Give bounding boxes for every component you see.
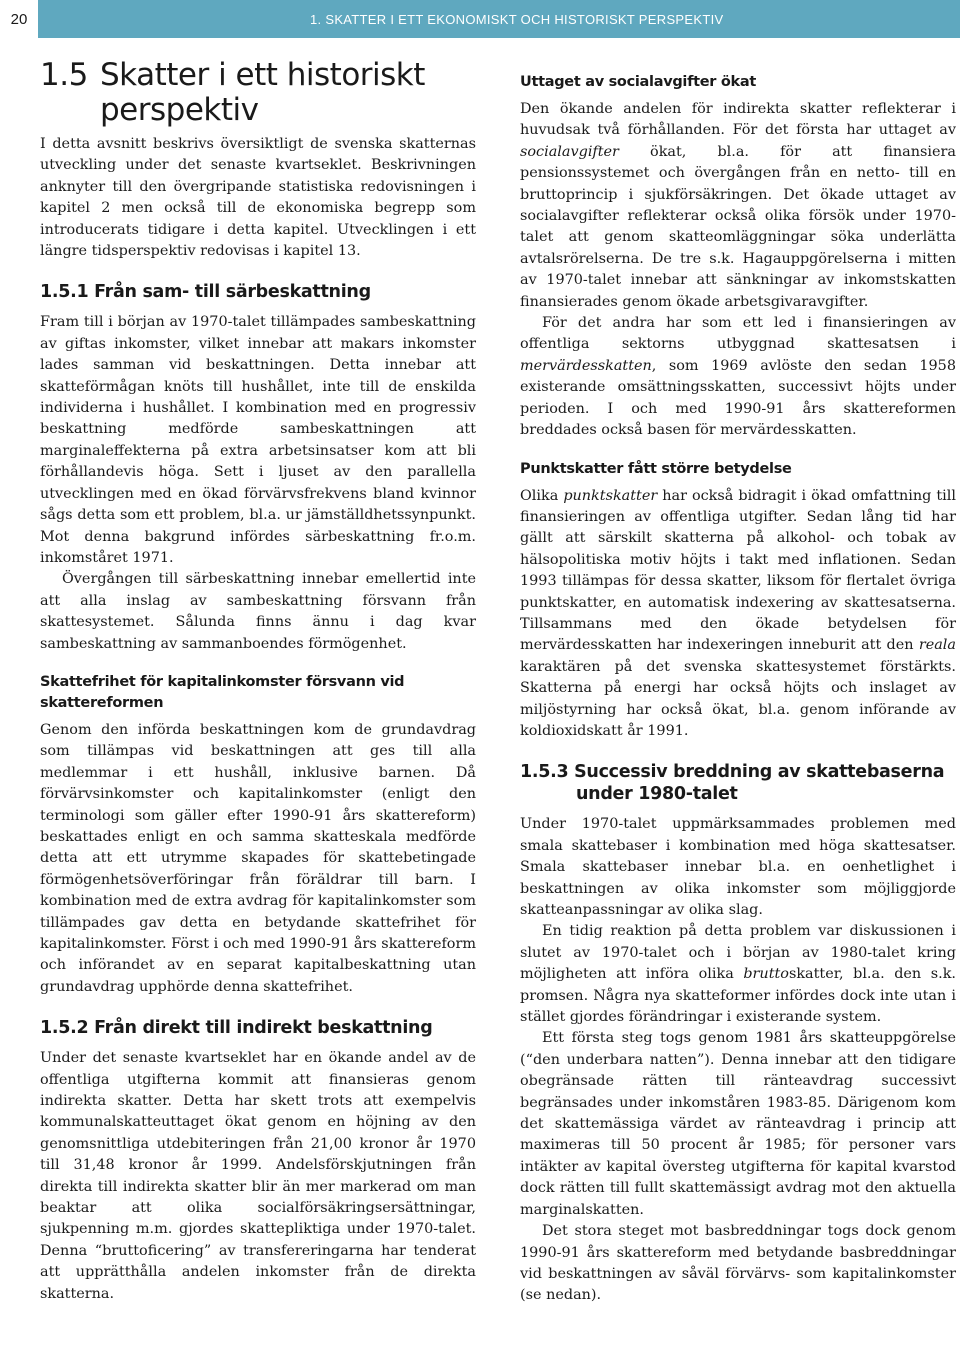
page-number: 20 [0,0,38,38]
running-header [0,0,960,38]
paragraph: Fram till i början av 1970-talet tillämpades sambeskattning av giftas inkomster, vilket innebar att makars inkomster lades samman vid beskattningen. Detta innebar att skatteförmågan knöts till hushållet, inte till de enskilda individerna i hushållet. I kombination med en progressiv beskattning medförde sambeskattningen att marginaleffekterna på extra arbetsinsatser kom att bli förhållandevis höga. Sett i ljuset av den parallella utvecklingen med en ökad förvärvsfrekvens bland kvinnor sågs detta som ett problem, bl.a. ur jämställdhetssynpunkt. Mot denna bakgrund infördes särbeskattning fr.o.m. inkomståret 1971. [40,314,476,566]
paragraph: Övergången till särbeskattning innebar emellertid inte att alla inslag av sambeskattning försvann från skattesystemet. Sålunda finns ännu i dag kvar sambeskattning av sammanboendes förmögenhet. [40,571,476,652]
running-title-bar [38,0,960,38]
paragraph: Genom den införda beskattningen kom de grundavdrag som tillämpas vid beskattningen att ges till alla medlemmar i ett hushåll, inklusive barnen. Då förvärvsinkomster och kapitalinkomster (enligt den terminologi som gäller efter 1990-91 års skattereform) beskattades enligt en och samma skatteskala medförde detta att ett utrymme skapades för skattebetingade förmögenhetsöverföringar från föräldrar till barn. I kombination med de extra avdrag för kapitalinkomster som tillämpades gav detta en betydande skattefrihet för kapitalinkomster. Först i och med 1990-91 års skattereform och införandet av en separat kapitalbeskattning utan grundavdrag upphörde denna skattefrihet. [40,721,476,995]
paragraph: Under det senaste kvartseklet har en ökande andel av de offentliga utgifterna kommit att finansieras genom indirekta skatter. Detta har skett trots att exempelvis kommunalskatteuttaget ökat genom en höjning av den genomsnittliga utdebiteringen från 21,00 kronor år 1970 till 31,48 kronor år 1999. Andelsförskjutningen från direkta till indirekta skatter blir än mer markerad om man beaktar att olika socialförsäkringsersättningar, sjukpenning m.m. gjordes skattepliktiga under 1970-talet. Denna “bruttoficering” av transfereringarna har tenderat att upprätthålla andelen inkomster från de direkta skatterna. [40,1050,476,1302]
chapter-number: 1.5 [40,57,88,93]
emphasis: brutto [743,966,789,983]
subheading-skattefrihet: Skattefrihet för kapitalinkomster försvann vid skattereformen [40,673,405,711]
right-column [520,72,956,1307]
paragraph: Olika punktskatter har också bidragit i ökad omfattning till finansieringen av offentliga utgifter. Sedan lång tid har gällt att särskilt skatterna på alkohol- och tobak av hälsopolitiska motiv höjts i takt med inflationen. Sedan 1993 tillämpas för dessa skatter, liksom för flertalet övriga punktskatter, en automatisk indexering av skattesatserna. Tillsammans med den ökade betydelsen för mervärdesskatten har indexeringen inneburit att den reala karaktären på det svenska skattesystemet förstärkts. Skatterna på energi har också höjts och inslaget av miljöstyrning har också ökat, bl.a. genom införande av koldioxidskatt år 1991. [520,487,956,739]
running-title: 1. SKATTER I ETT EKONOMISKT OCH HISTORISKT PERSPEKTIV [310,11,724,27]
emphasis: reala [918,637,956,654]
subheading-socialavgifter: Uttaget av socialavgifter ökat [520,74,756,90]
intro-paragraph: I detta avsnitt beskrivs översiktligt de svenska skatternas utveckling under det senaste kvartseklet. Beskrivningen anknyter till den övergripande statistiska redovisningen i kapitel 2 men också till de ekonomiska begrepp som introducerats tidigare i detta kapitel. Utvecklingen i ett längre tidsperspektiv redovisas i kapitel 13. [40,136,476,260]
paragraph: Under 1970-talet uppmärksammades problemen med smala skattebaser i kombination med höga skattesatser. Smala skattebaser innebar bl.a. en oenhetlighet i beskattningen av olika inkomster som möjliggjorde skatteanpassningar av olika slag. [520,816,956,918]
left-column [40,58,476,1305]
paragraph: Den ökande andelen för indirekta skatter reflekterar i huvudsak två förhållanden. För det första har uttaget av socialavgifter ökat, bl.a. för att finansiera pensionssystemet och övergången från en netto- till en bruttoprincip i sjukförsäkringen. Det ökade uttaget av socialavgifter reflekterar också olika försök under 1970-talet att genom skatteomläggningar söka underlätta avtalsrörelserna. De tre s.k. Hagauppgörelserna i mitten av 1970-talet innebar att sänkningar av inkomstskatten finansierades genom ökade arbetsgivaravgifter. [520,101,956,310]
emphasis: punktskatter [563,487,658,504]
paragraph: Det stora steget mot basbreddningar togs dock genom 1990-91 års skattereform med betydande basbreddningar vid beskattningen av såväl förvärvs- som kapitalinkomster (se nedan). [520,1223,956,1304]
section-heading-1-5-3: 1.5.3 Successiv breddning av skattebaserna under 1980-talet [520,762,945,805]
paragraph: För det andra har som ett led i finansieringen av offentliga sektorns utbyggnad skattesatsen i mervärdesskatten, som 1969 avlöste den sedan 1958 existerande omsättningsskatten, successivt höjts under perioden. I och med 1990-91 års skattereformen breddades också basen för mervärdesskatten. [520,315,956,439]
emphasis: mervärdesskatten [520,357,652,374]
chapter-title: Skatter i ett historiskt perspektiv [100,57,425,128]
paragraph: En tidig reaktion på detta problem var diskussionen i slutet av 1970-talet och i början av 1980-talet kring möjligheten att införa olika bruttoskatter, bl.a. den s.k. promsen. Några nya skatteformer infördes dock inte utan i stället gjordes förändringar i existerande system. [520,923,956,1026]
emphasis: socialavgifter [520,143,619,160]
chapter-heading [40,58,476,128]
section-heading-1-5-1: 1.5.1 Från sam- till särbeskattning [40,282,371,303]
paragraph: Ett första steg togs genom 1981 års skatteuppgörelse (“den underbara natten”). Denna innebar att den tidigare obegränsade rätten till ränteavdrag successivt begränsades under inkomståren 1983-85. Därigenom kom det skattemässiga värdet av ränteavdrag i princip att maximeras till 50 procent år 1985; för personer vars intäkter av kapital översteg utgifterna för kapital kvarstod dock rätten till fullt skattemässigt avdrag mot den aktuella marginalskatten. [520,1030,956,1218]
section-heading-1-5-2: 1.5.2 Från direkt till indirekt beskattning [40,1018,433,1039]
subheading-punktskatter: Punktskatter fått större betydelse [520,460,792,477]
